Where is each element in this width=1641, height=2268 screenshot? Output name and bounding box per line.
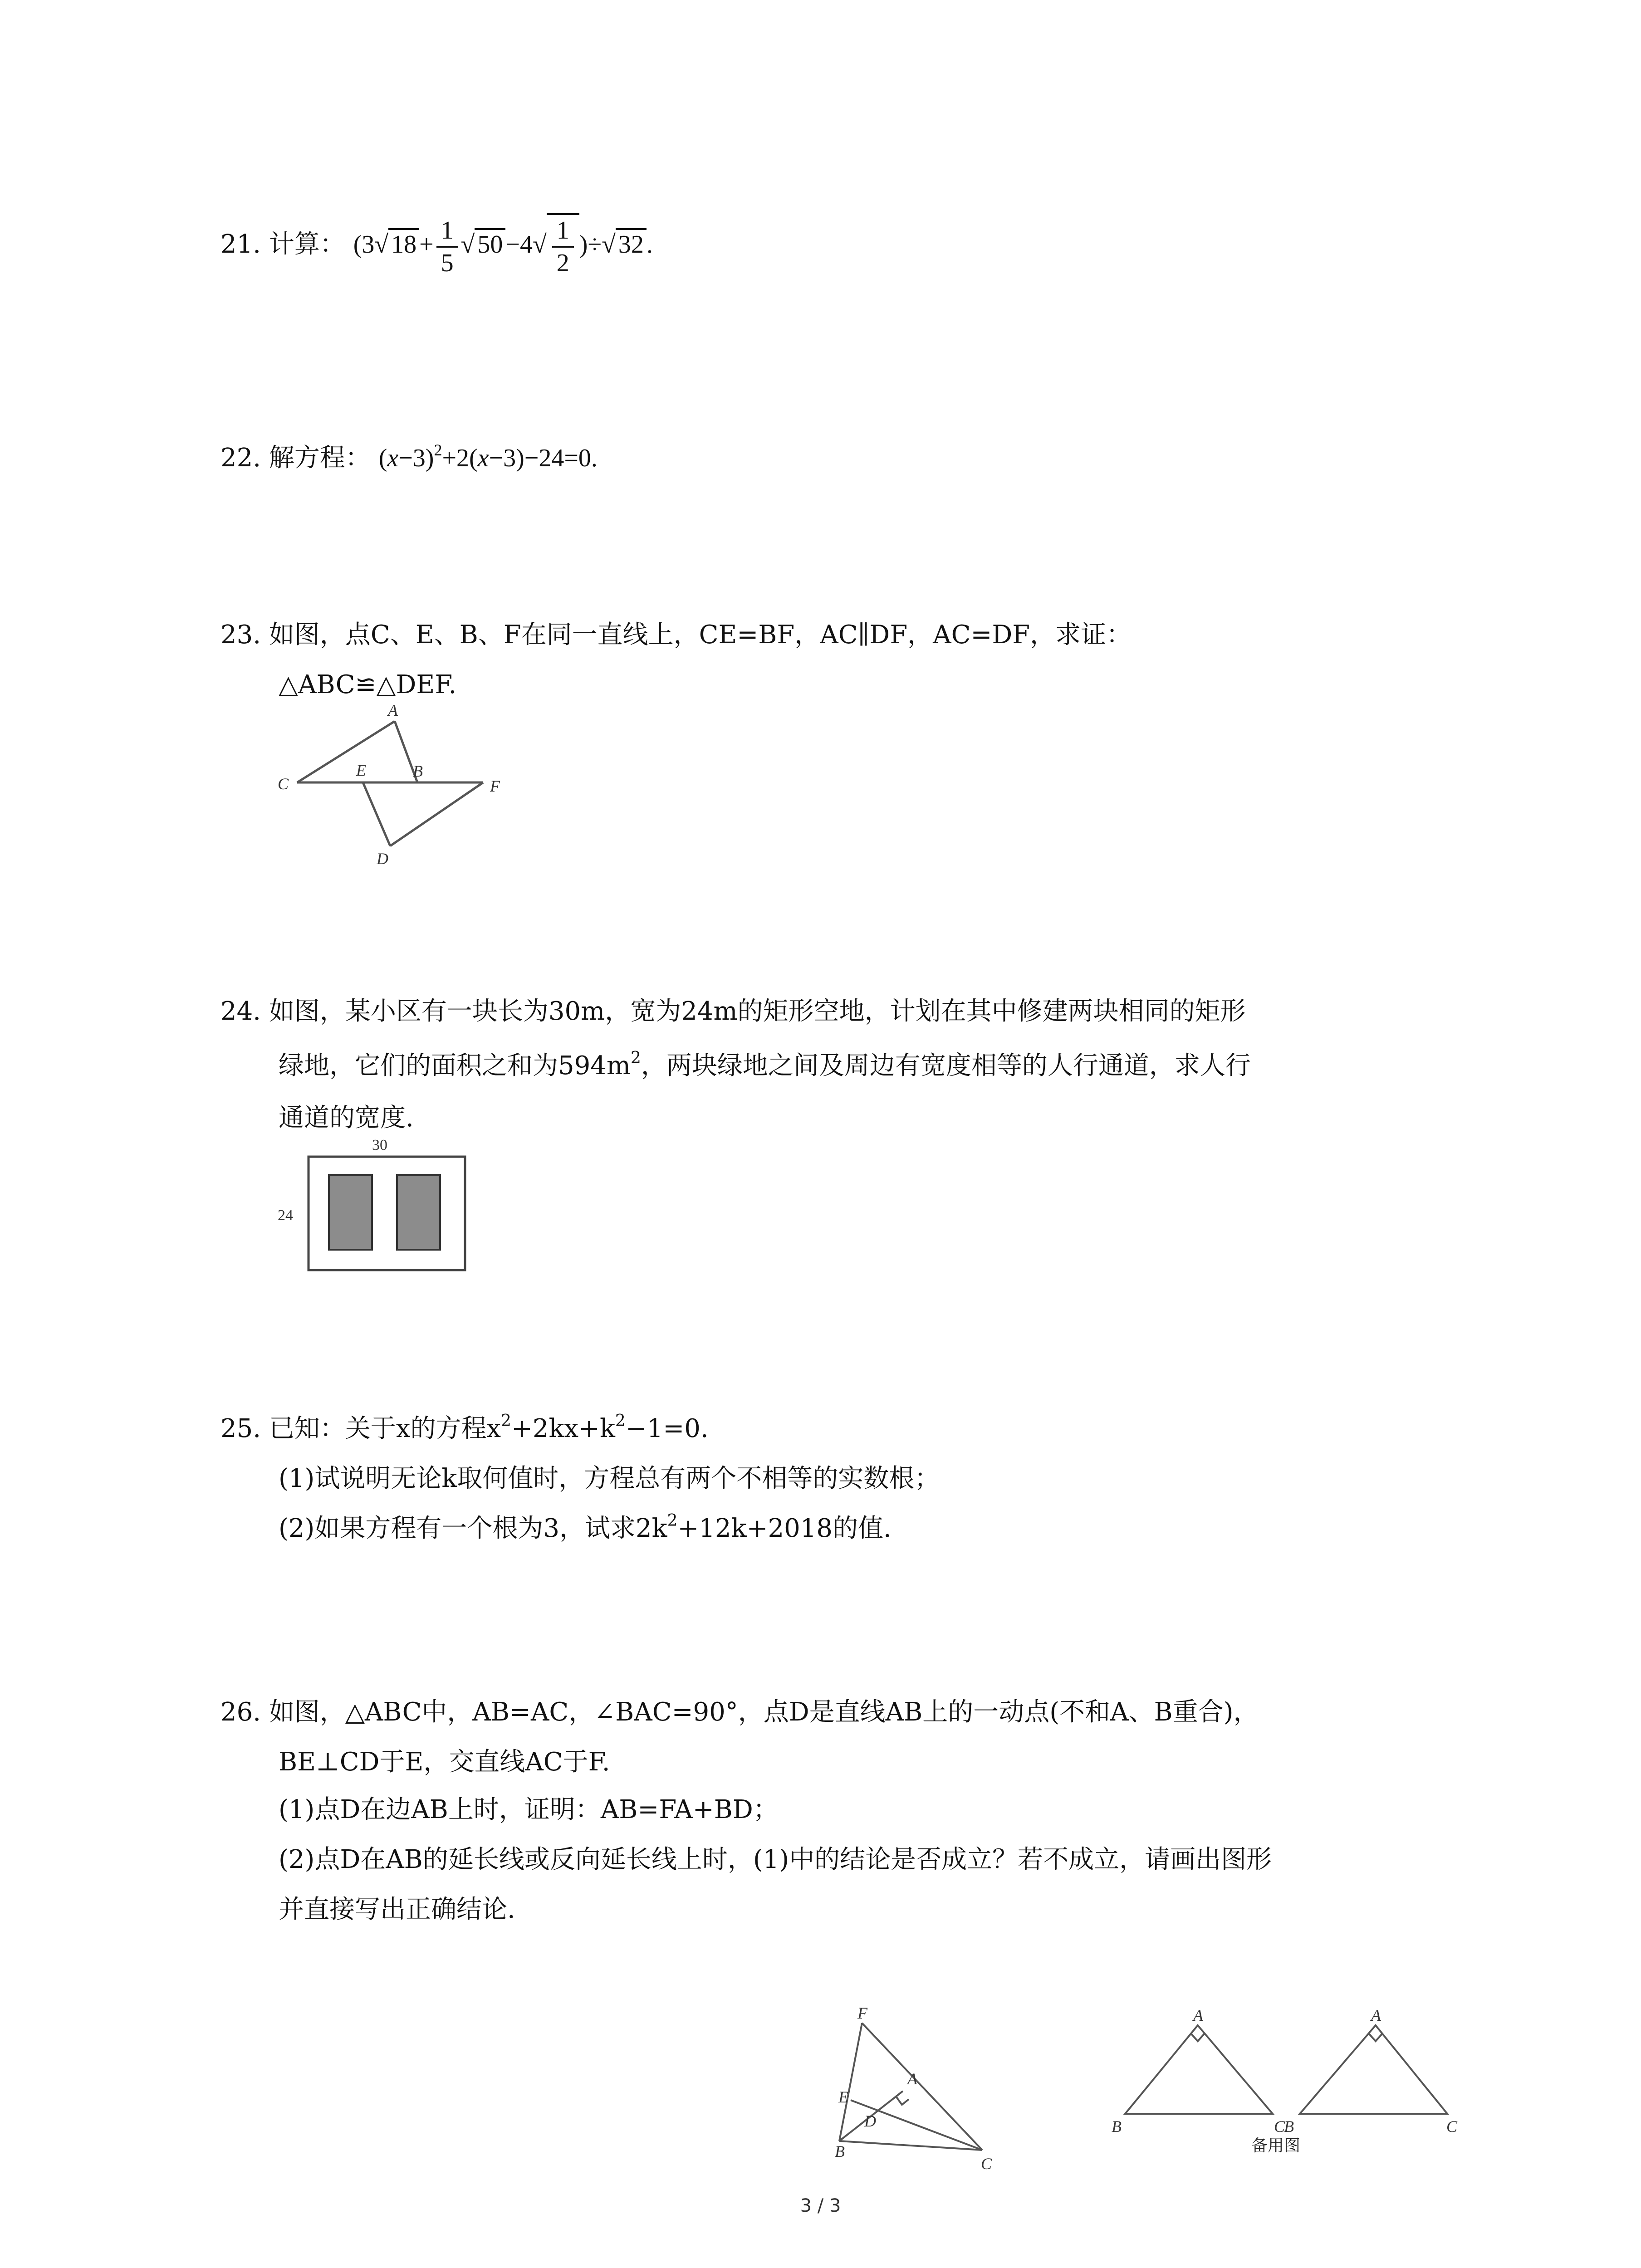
- q26-line2: BE⊥CD于E，交直线AC于F.: [279, 1747, 610, 1777]
- q26-part2b: 并直接写出正确结论.: [279, 1895, 515, 1924]
- q23-label-a: A: [388, 701, 398, 719]
- q26-spare1-label-a: A: [1193, 2006, 1203, 2024]
- q26-label-c: C: [981, 2155, 992, 2173]
- q23-text1: 如图，点C、E、B、F在同一直线上，CE=BF，AC∥DF，AC=DF，求证：: [269, 620, 1132, 650]
- q26-text1: 如图，△ABC中，AB=AC，∠BAC=90°，点D是直线AB上的一动点(不和A、B重合)，: [269, 1697, 1259, 1727]
- q23-seg-ed: [363, 782, 390, 846]
- q23-label-d: D: [377, 850, 388, 868]
- q26-label-e: E: [838, 2088, 848, 2106]
- q26-seg-fc: [862, 2023, 982, 2150]
- q26-label-d: D: [864, 2112, 876, 2130]
- q25-sup3: 2: [667, 1511, 678, 1530]
- q23-seg-df: [390, 782, 483, 846]
- q24-line1: [220, 993, 1246, 1030]
- q26-main-figure: [821, 2000, 1012, 2173]
- q23-label-e: E: [356, 761, 366, 779]
- q23-label-f: F: [490, 777, 500, 795]
- q25-sup1: 2: [501, 1412, 511, 1430]
- q26-spare2-label-b: B: [1284, 2117, 1294, 2136]
- q25-text1c: −1=0.: [625, 1414, 709, 1443]
- q25-text1b: +2kx+k: [511, 1414, 615, 1443]
- q22-line: [220, 440, 598, 476]
- q24-sup: 2: [631, 1049, 641, 1067]
- q24-line2: [279, 1048, 1251, 1084]
- q25-sup2: 2: [615, 1412, 626, 1430]
- q21-line: [220, 213, 653, 279]
- q23-line1: [220, 617, 1132, 653]
- q26-spare-right-angle-2: [1369, 2033, 1382, 2041]
- q26-part2: (2)点D在AB的延长线或反向延长线上时，(1)中的结论是否成立？若不成立，请画出图形: [279, 1845, 1272, 1874]
- q23-number: 23.: [220, 620, 261, 650]
- q26-part1: (1)点D在边AB上时，证明：AB=FA+BD；: [279, 1795, 779, 1824]
- q24-line3: 通道的宽度.: [279, 1103, 414, 1133]
- q23-figure: [268, 699, 522, 880]
- q24-text2b: ，两块绿地之间及周边有宽度相等的人行通道，求人行: [641, 1051, 1251, 1080]
- q25-text1a: 已知：关于x的方程x: [269, 1414, 501, 1443]
- q24-number: 24.: [220, 997, 261, 1026]
- q24-label-left: 24: [278, 1207, 293, 1224]
- q25-line1: [220, 1411, 709, 1447]
- q26-spare-figures: [1098, 2005, 1461, 2155]
- q26-line1: [220, 1694, 1259, 1730]
- q23-label-c: C: [278, 775, 289, 793]
- q24-text1: 如图，某小区有一块长为30m，宽为24m的矩形空地，计划在其中修建两块相同的矩形: [269, 997, 1246, 1026]
- q24-figure: [272, 1129, 472, 1279]
- q26-number: 26.: [220, 1697, 261, 1727]
- q22-prefix: 解方程：: [269, 443, 371, 473]
- q24-green-plot-2: [397, 1175, 440, 1250]
- q26-spare-caption: 备用图: [1251, 2136, 1301, 2155]
- q26-spare2-label-c: C: [1446, 2117, 1458, 2136]
- q26-seg-bf: [839, 2023, 862, 2141]
- q26-right-angle-a: [896, 2097, 909, 2105]
- q26-spare2-label-a: A: [1371, 2006, 1381, 2024]
- q24-green-plot-1: [329, 1175, 372, 1250]
- q25-part1: (1)试说明无论k取何值时，方程总有两个不相等的实数根；: [279, 1464, 940, 1493]
- q22-equation: $(x-3)^2+2(x-3)-24=0$.: [378, 441, 598, 472]
- q26-label-f: F: [857, 2004, 867, 2022]
- q24-label-top: 30: [372, 1137, 387, 1154]
- q21-expression: (3√ 18 + $\frac{1}{5}$ √ 50 −4√ $\frac{1}{2}$ )÷√ 32 .: [353, 230, 653, 259]
- q22-number: 22.: [220, 443, 261, 473]
- q21-prefix: 计算：: [269, 229, 345, 259]
- q25-text2a: (2)如果方程有一个根为3，试求2k: [279, 1514, 667, 1543]
- q23-seg-ca: [297, 721, 395, 782]
- q23-line2: △ABC≌△DEF.: [279, 670, 457, 699]
- q26-spare1-label-c: C: [1274, 2117, 1285, 2136]
- q24-text2a: 绿地，它们的面积之和为594m: [279, 1051, 631, 1080]
- q26-label-b: B: [835, 2142, 845, 2160]
- page-number: 3 / 3: [800, 2195, 841, 2216]
- q25-text2b: +12k+2018的值.: [677, 1514, 892, 1543]
- q21-number: 21.: [220, 229, 261, 259]
- q23-label-b: B: [413, 762, 423, 780]
- q26-spare1-label-b: B: [1112, 2117, 1122, 2136]
- q25-number: 25.: [220, 1414, 261, 1443]
- q25-part2: [279, 1510, 892, 1547]
- q26-spare-right-angle-1: [1191, 2033, 1205, 2041]
- q26-label-a: A: [907, 2070, 917, 2088]
